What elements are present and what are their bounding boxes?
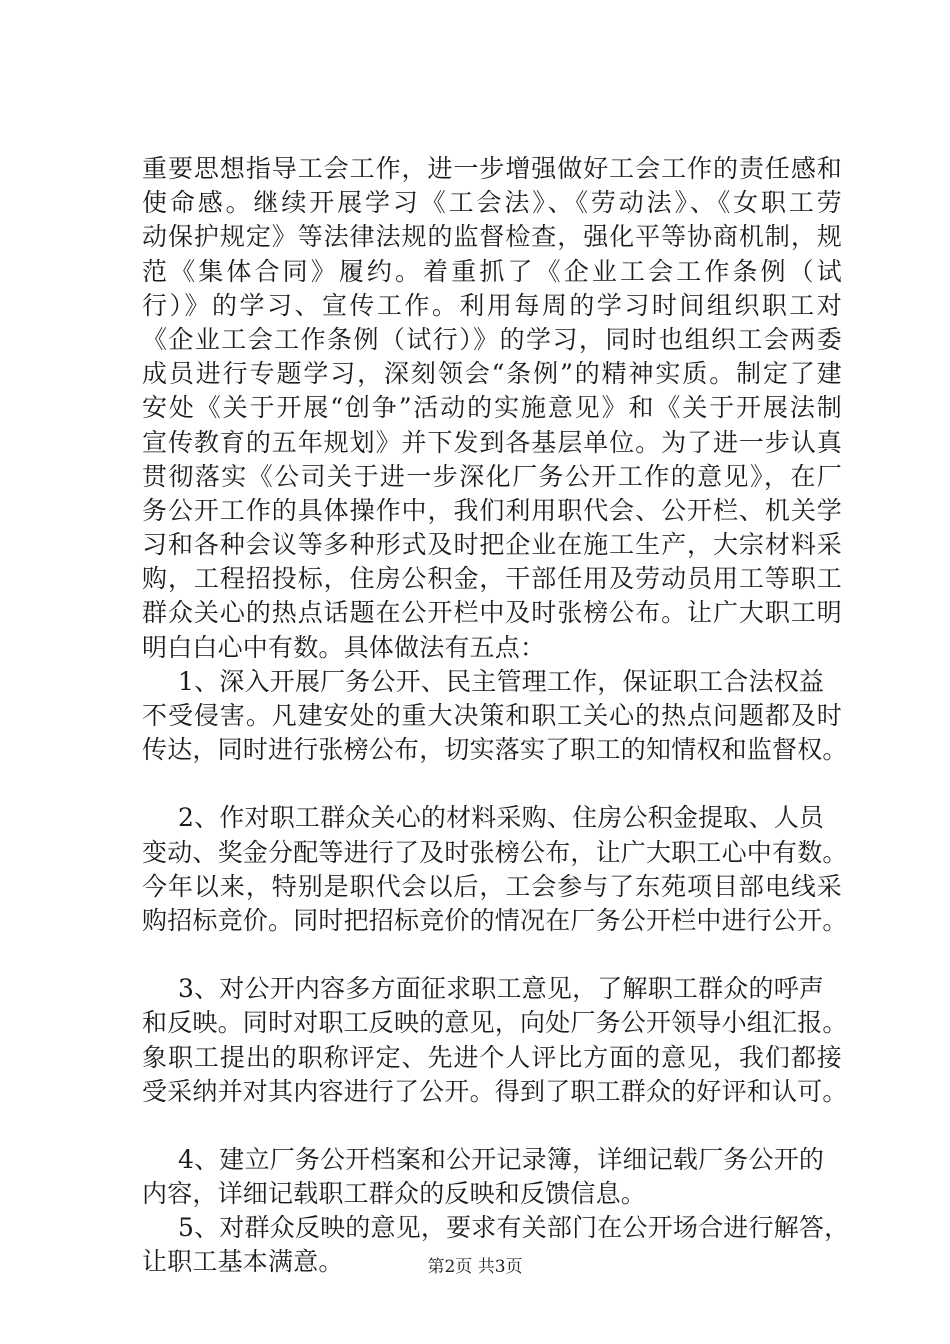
text-line: 明白白心中有数。具体做法有五点： [142, 632, 546, 662]
text-line: 群众关心的热点话题在公开栏中及时张榜公布。让广大职工明 [142, 598, 842, 628]
text-line: 贯彻落实《公司关于进一步深化厂务公开工作的意见》，在厂 [142, 461, 842, 491]
text-line: 安处《关于开展“创争”活动的实施意见》和《关于开展法制 [142, 393, 842, 423]
paragraph-gap [142, 1109, 842, 1143]
text-line: 重要思想指导工会工作，进一步增强做好工会工作的责任感和 [142, 154, 842, 183]
list-item-4-line: 4、建立厂务公开档案和公开记录簿，详细记载厂务公开的 [178, 1144, 825, 1174]
text-line: 宣传教育的五年规划》并下发到各基层单位。为了进一步认真 [142, 427, 842, 457]
list-item-2-line: 变动、奖金分配等进行了及时张榜公布，让广大职工心中有数。 [142, 837, 848, 867]
text-line: 务公开工作的具体操作中，我们利用职代会、公开栏、机关学 [142, 495, 842, 525]
document-body [142, 152, 850, 1280]
text-line: 成员进行专题学习，深刻领会“条例”的精神实质。制定了建 [142, 359, 842, 389]
list-item-1-line: 不受侵害。凡建安处的重大决策和职工关心的热点问题都及时 [142, 701, 842, 730]
paragraph-gap [142, 767, 842, 801]
page-footer: 第2页 共3页 [427, 1257, 523, 1277]
text-line: 《企业工会工作条例（试行）》的学习，同时也组织工会两委 [142, 324, 842, 354]
list-item-2-line: 2、作对职工群众关心的材料采购、住房公积金提取、人员 [178, 803, 825, 833]
list-item-1-line: 传达，同时进行张榜公布，切实落实了职工的知情权和监督权。 [142, 735, 848, 765]
list-item-5-line: 让职工基本满意。 [142, 1247, 344, 1277]
list-item-3-line: 受采纳并对其内容进行了公开。得到了职工群众的好评和认可。 [142, 1076, 848, 1106]
list-item-3-line: 和反映。同时对职工反映的意见，向处厂务公开领导小组汇报。 [142, 1008, 848, 1038]
list-item-2-line: 购招标竞价。同时把招标竞价的情况在厂务公开栏中进行公开。 [142, 905, 848, 935]
text-line: 范《集体合同》履约。着重抓了《企业工会工作条例（试 [142, 256, 842, 286]
text-line: 购，工程招投标，住房公积金，干部任用及劳动员用工等职工 [142, 564, 842, 594]
text-line: 使命感。继续开展学习《工会法》、《劳动法》、《女职工劳 [142, 188, 842, 218]
list-item-4-line: 内容，详细记载职工群众的反映和反馈信息。 [142, 1179, 647, 1209]
list-item-5-line: 5、对群众反映的意见，要求有关部门在公开场合进行解答， [178, 1213, 850, 1243]
list-item-2-line: 今年以来，特别是职代会以后，工会参与了东苑项目部电线采 [142, 871, 842, 901]
text-line: 动保护规定》等法律法规的监督检查，强化平等协商机制，规 [142, 222, 842, 252]
list-item-3-line: 象职工提出的职称评定、先进个人评比方面的意见，我们都接 [142, 1042, 842, 1072]
list-item-1-line: 1、深入开展厂务公开、民主管理工作，保证职工合法权益 [178, 666, 825, 696]
text-line: 习和各种会议等多种形式及时把企业在施工生产，大宗材料采 [142, 530, 842, 560]
paragraph-gap [142, 938, 842, 972]
text-line: 行）》的学习、宣传工作。利用每周的学习时间组织职工对 [142, 290, 842, 320]
list-item-3-line: 3、对公开内容多方面征求职工意见，了解职工群众的呼声 [178, 974, 825, 1004]
